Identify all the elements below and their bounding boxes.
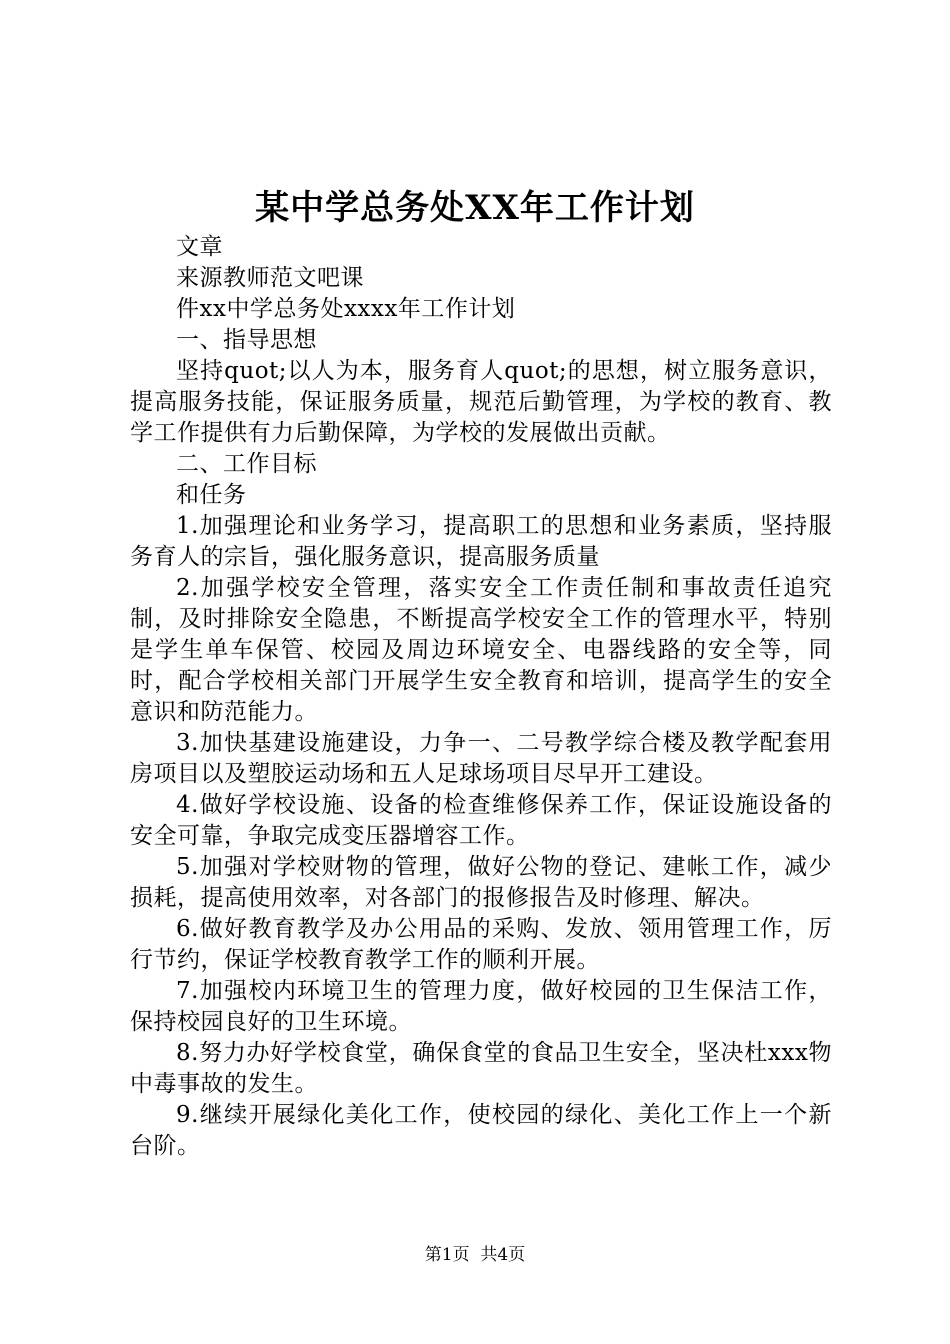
list-item: 3.加快基建设施建设，力争一、二号教学综合楼及教学配套用房项目以及塑胶运动场和五人足球场项目尽早开工建设。 [130,730,832,787]
paragraph: 件xx中学总务处xxxx年工作计划 [176,296,516,322]
section-heading: 一、指导思想 [176,327,317,353]
list-item: 8.努力办好学校食堂，确保食堂的食品卫生安全，坚决杜xxx物中毒事故的发生。 [130,1040,832,1097]
list-item: 9.继续开展绿化美化工作，使校园的绿化、美化工作上一个新台阶。 [130,1102,832,1159]
list-item: 2.加强学校安全管理，落实安全工作责任制和事故责任追究制，及时排除安全隐患，不断提高学校安全工作的管理水平，特别是学生单车保管、校园及周边环境安全、电器线路的安全等，同时，配合学校相关部门开展学生安全教育和培训，提高学生的安全意识和防范能力。 [130,575,832,725]
paragraph: 和任务 [176,482,247,508]
section-heading: 二、工作目标 [176,451,317,477]
paragraph: 文章 [176,234,223,260]
paragraph: 坚持quot;以人为本，服务育人quot;的思想，树立服务意识，提高服务技能，保证服务质量，规范后勤管理，为学校的教育、教学工作提供有力后勤保障，为学校的发展做出贡献。 [130,358,832,446]
paragraph: 来源教师范文吧课 [176,265,364,291]
document-body [130,232,832,1162]
page-footer: 第1页 共4页 [424,1245,526,1265]
list-item: 5.加强对学校财物的管理，做好公物的登记、建帐工作，减少损耗，提高使用效率，对各部门的报修报告及时修理、解决。 [130,854,832,911]
document-title: 某中学总务处XX年工作计划 [255,188,695,228]
list-item: 4.做好学校设施、设备的检查维修保养工作，保证设施设备的安全可靠，争取完成变压器增容工作。 [130,792,832,849]
list-item: 6.做好教育教学及办公用品的采购、发放、领用管理工作，厉行节约，保证学校教育教学工作的顺利开展。 [130,916,832,973]
list-item: 1.加强理论和业务学习，提高职工的思想和业务素质，坚持服务育人的宗旨，强化服务意识，提高服务质量 [130,513,832,570]
list-item: 7.加强校内环境卫生的管理力度，做好校园的卫生保洁工作，保持校园良好的卫生环境。 [130,978,832,1035]
